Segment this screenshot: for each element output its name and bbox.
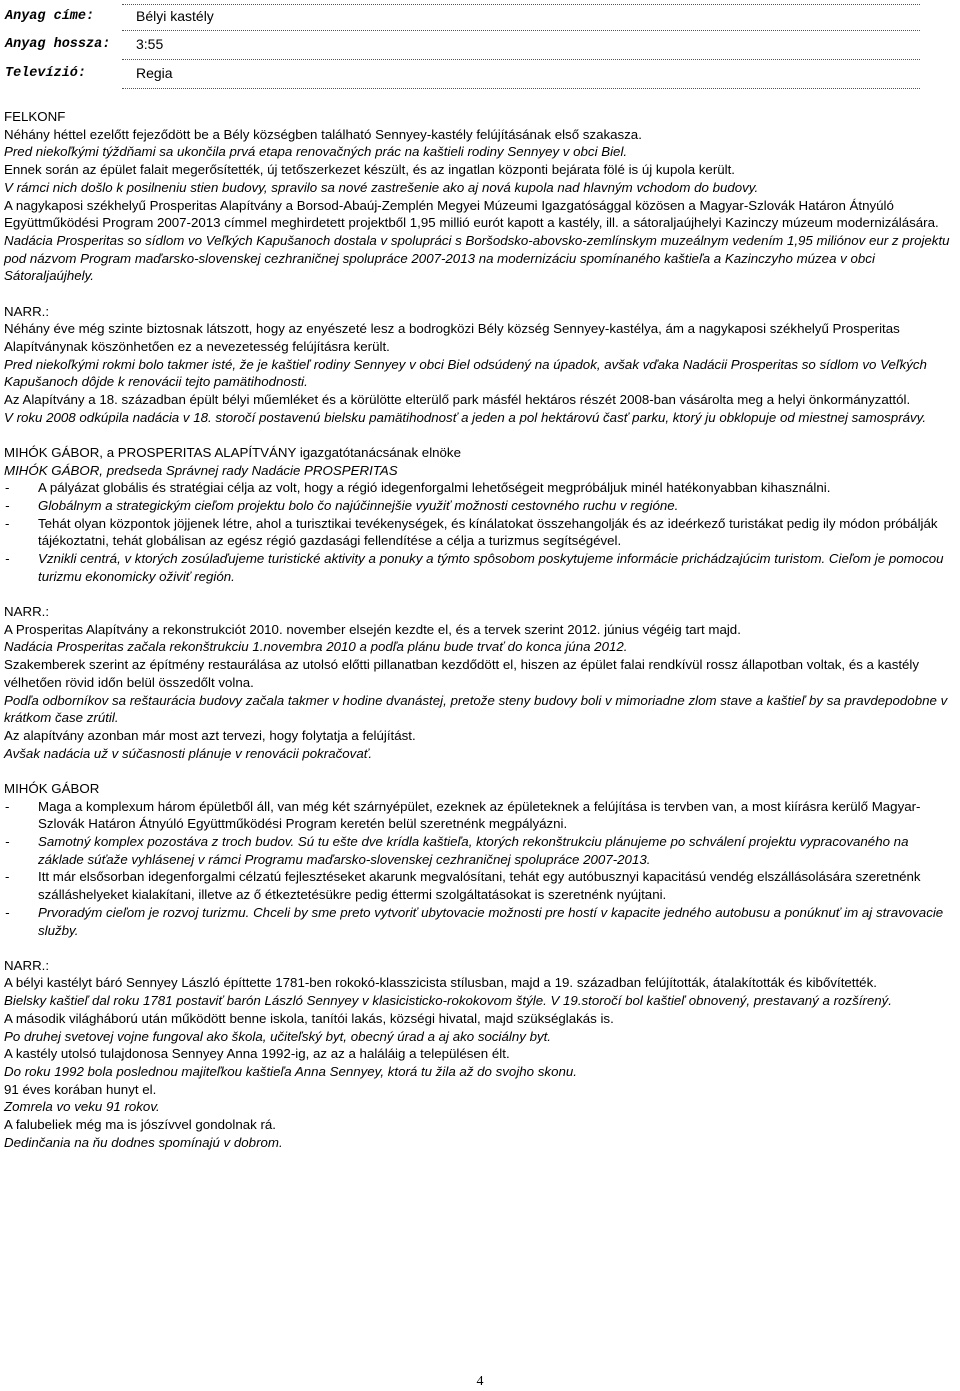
- section-narr: NARR.:: [4, 957, 50, 973]
- paragraph: Az alapítvány azonban már most azt tervezi, hogy folytatja a felújítást.: [4, 728, 416, 743]
- paragraph-sk: Nadácia Prosperitas so sídlom vo Veľkých Kapušanoch dostala v spolupráci s Boršodsko-abovsko-zemlínskym muzeálnym vedením 1,95 miliónov eur z projektu pod názvom Program maďarsko-slovenskej cezhraničnej spolupráce 2007-2013 na modernizáciu spomínaného kaštieľa a Kazinczyho múzea v obci Sátoraljaújhely.: [4, 232, 950, 284]
- list-item: - Maga a komplexum három épületből áll, van még két szárnyépület, ezeknek az épületeknek a felújítása is tervben van, a most kiírásra kerülő Magyar-Szlovák Határon Átnyúló Együttműködési Program keretén belül szeretnénk megpályázni.: [5, 798, 921, 832]
- paragraph: Az Alapítvány a 18. században épült bélyi műemléket és a körülötte elterülő park másfél hektáros részét 2008-ban vásárolta meg a helyi önkormányzattól.: [4, 392, 911, 408]
- paragraph: A Prosperitas Alapítvány a rekonstrukciót 2010. november elsején kezdte el, és a tervek szerint 2012. június végéig tart majd.: [4, 621, 741, 637]
- paragraph: Ennek során az épület falait megerősítették, új tetőszerkezet készült, és az ingatlan központi bejárata fölé is új kupola került.: [4, 162, 735, 178]
- paragraph-sk: Avšak nadácia už v súčasnosti plánuje v renovácii pokračovať.: [4, 745, 373, 761]
- section-felkonf: FELKONF: [4, 109, 66, 124]
- paragraph: Néhány héttel ezelőtt fejeződött be a Bély községben található Sennyey-kastély felújításának első szakasza.: [4, 126, 642, 142]
- paragraph: A falubeliek még ma is jószívvel gondolnak rá.: [4, 1117, 276, 1133]
- list-item-sk: - Globálnym a strategickým cieľom projektu bolo čo najúčinnejšie využiť možnosti cestovného ruchu v regióne.: [5, 498, 679, 514]
- paragraph: A kastély utolsó tulajdonosa Sennyey Anna 1992-ig, az az a haláláig a településen élt.: [4, 1046, 510, 1062]
- paragraph-sk: Podľa odborníkov sa reštaurácia budovy začala takmer v hodine dvanástej, pretože steny budovy boli v mimoriadne zlom stave a kaštieľ by sa pravdepodobne v krátkom čase zrútil.: [4, 692, 948, 726]
- paragraph-sk: Bielsky kaštieľ dal roku 1781 postaviť barón László Sennyey v klasicisticko-rokokovom štýle. V 19.storočí bol kaštieľ obnovený, prestavaný a rozšírený.: [4, 993, 892, 1009]
- tv-label: Televízió:: [5, 66, 87, 81]
- paragraph: Néhány éve még szinte biztosnak látszott, hogy az enyészeté lesz a bodrogközi Bély község Sennyey-kastélya, ám a nagykaposi székhelyű Prosperitas Alapítványnak köszönhetően ez a nevezetesség felújításra került.: [4, 321, 900, 354]
- speaker-label: MIHÓK GÁBOR: [4, 780, 100, 796]
- paragraph-sk: Zomrela vo veku 91 rokov.: [4, 1099, 160, 1115]
- list-item: - Tehát olyan központok jöjjenek létre, ahol a turisztikai tevékenységek, és kínálatokat összehangolják és az ideérkező turistákat pedig ily módon próbálják tájékoztatni, tehát globálisan az egész régió gazdasági fellendítése a célja a turizmus segítségével.: [5, 515, 938, 549]
- paragraph: A második világháború után működött benne iskola, tanítói lakás, községi hivatal, majd szükséglakás is.: [4, 1010, 614, 1026]
- page-number: 4: [476, 1374, 484, 1389]
- length-label: Anyag hossza:: [5, 37, 111, 52]
- title-value: Bélyi kastély: [136, 8, 214, 24]
- paragraph-sk: Nadácia Prosperitas začala rekonštrukciu 1.novembra 2010 a podľa plánu bude trvať do konca júna 2012.: [4, 639, 628, 655]
- header-rule-3: [122, 88, 920, 89]
- paragraph-sk: Pred niekoľkými týždňami sa ukončila prvá etapa renovačných prác na kaštieli rodiny Sennyey v obci Biel.: [4, 144, 628, 160]
- speaker-label-sk: MIHÓK GÁBOR, predseda Správnej rady Nadácie PROSPERITAS: [4, 462, 398, 478]
- tv-value: Regia: [136, 65, 173, 81]
- paragraph-sk: V rámci nich došlo k posilneniu stien budovy, spravilo sa nové zastrešenie ako aj nová kupola nad hlavným vchodom do budovy.: [4, 179, 759, 195]
- section-narr: NARR.:: [4, 303, 50, 319]
- title-label: Anyag címe:: [5, 9, 95, 24]
- list-item-sk: - Vznikli centrá, v ktorých zosúlaďujeme turistické aktivity a ponuky a týmto spôsobom poskytujeme informácie prichádzajúcim turistom. Cieľom je pomocou turizmu ekonomicky oživiť región.: [5, 551, 944, 584]
- speaker-label: MIHÓK GÁBOR, a PROSPERITAS ALAPÍTVÁNY igazgatótanácsának elnöke: [4, 444, 461, 460]
- paragraph-sk: Pred niekoľkými rokmi bolo takmer isté, že je kaštieľ rodiny Sennyey v obci Biel odsúdený na úpadok, avšak vďaka Nadácii Prosperitas so sídlom vo Veľkých Kapušanoch dôjde k renovácii tejto pamätihodnosti.: [4, 356, 927, 390]
- header-rule-2: [122, 59, 920, 60]
- paragraph-sk: Do roku 1992 bola poslednou majiteľkou kaštieľa Anna Sennyey, ktorá tu žila až do svojho skonu.: [4, 1063, 577, 1079]
- paragraph: Szakemberek szerint az építmény restaurálása az utolsó előtti pillanatban kezdődött el, hiszen az épület falai rendkívül rossz állapotban voltak, és a kastély vélhetően rövid időn belül összedőlt volna.: [4, 657, 920, 690]
- paragraph-sk: Dedinčania na ňu dodnes spomínajú v dobrom.: [4, 1134, 283, 1150]
- section-narr: NARR.:: [4, 604, 50, 620]
- list-item: - A pályázat globális és stratégiai célja az volt, hogy a régió idegenforgalmi lehetőségeit megpróbáljuk minél hatékonyabban kihasználni.: [5, 480, 831, 496]
- header-rule-1: [122, 30, 920, 31]
- paragraph: 91 éves korában hunyt el.: [4, 1081, 157, 1097]
- script-body: [4, 108, 956, 1151]
- paragraph-sk: V roku 2008 odkúpila nadácia v 18. storočí postavenú bielsku pamätihodnosť a jeden a pol hektárovú časť parku, ktorý ju obklopuje od miestnej samosprávy.: [4, 409, 927, 425]
- list-item-sk: - Samotný komplex pozostáva z troch budov. Sú tu ešte dve krídla kaštieľa, ktorých rekonštrukciu plánujeme po schválení projektu vypracovaného na základe súťaže vyhlásenej v rámci Programu maďarsko-slovenskej cezhraničnej spolupráce 2007-2013.: [5, 834, 909, 867]
- length-value: 3:55: [136, 36, 164, 52]
- paragraph: A nagykaposi székhelyű Prosperitas Alapítvány a Borsod-Abaúj-Zemplén Megyei Múzeumi Igazgatósággal közösen a Magyar-Szlovák Határon Átnyúló Együttműködési Program 2007-2013 címmel meghirdetett projektből 1,95 millió eurót kapott a kastély, ill. a sátoraljaújhelyi Kazinczy múzeum modernizálására.: [4, 197, 939, 231]
- paragraph: A bélyi kastélyt báró Sennyey László építtette 1781-ben rokokó-klasszicista stílusban, majd a 19. században felújították, átalakították és kibővítették.: [4, 975, 877, 991]
- list-item-sk: - Prvoradým cieľom je rozvoj turizmu. Chceli by sme preto vytvoriť ubytovacie možnosti pre hostí v kapacite jedného autobusu a ponúknuť im aj stravovacie služby.: [5, 904, 944, 938]
- paragraph-sk: Po druhej svetovej vojne fungoval ako škola, učiteľský byt, obecný úrad a aj ako sociálny byt.: [4, 1028, 552, 1044]
- list-item: - Itt már elsősorban idegenforgalmi célzatú fejlesztéseket akarunk megvalósítani, tehát egy autóbusznyi kapacitású vendég elszállásolására szeretnénk szálláshelyeket kialakítani, illetve az ő étkeztetésükre pedig éttermi szolgáltatásokat is szeretnénk nyújtani.: [5, 869, 921, 903]
- header-rule-top: [122, 4, 920, 5]
